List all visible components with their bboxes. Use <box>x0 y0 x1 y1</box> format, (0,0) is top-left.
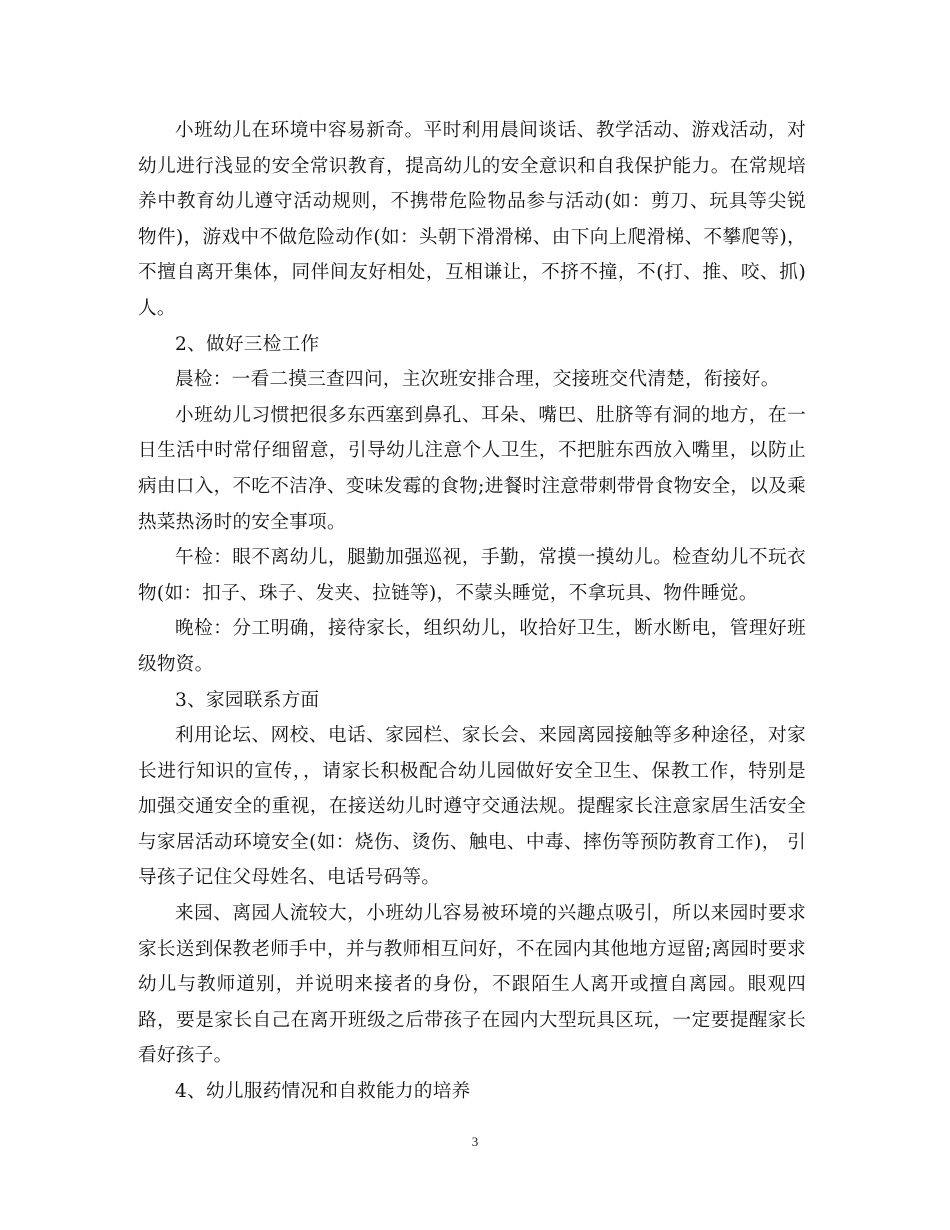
paragraph-morning-check: 晨检：一看二摸三查四问，主次班安排合理，交接班交代清楚，衔接好。 <box>175 369 780 391</box>
document-body <box>138 113 806 1110</box>
paragraph-noon-check: 午检：眼不离幼儿，腿勤加强巡视，手勤，常摸一摸幼儿。检查幼儿不玩衣物(如：扣子、珠子、发夹、拉链等)，不蒙头睡觉，不拿玩具、物件睡觉。 <box>138 547 806 604</box>
page-number: 3 <box>471 1134 479 1149</box>
section-heading-three-checks: 2、做好三检工作 <box>175 333 320 355</box>
paragraph-safety-education: 小班幼儿在环境中容易新奇。平时利用晨间谈话、教学活动、游戏活动，对幼儿进行浅显的安全常识教育，提高幼儿的安全意识和自我保护能力。在常规培养中教育幼儿遵守活动规则，不携带危险物品参与活动(如：剪刀、玩具等尖锐物件)，游戏中不做危险动作(如：头朝下滑滑梯、由下向上爬滑梯、不攀爬等)，不擅自离开集体，同伴间友好相处，互相谦让，不挤不撞，不(打、推、咬、抓)人。 <box>138 120 806 319</box>
paragraph-evening-check: 晚检：分工明确，接待家长，组织幼儿，收拾好卫生，断水断电，管理好班级物资。 <box>138 618 806 675</box>
section-heading-home-school-contact: 3、家园联系方面 <box>175 689 320 711</box>
section-heading-medication-self-rescue: 4、幼儿服药情况和自救能力的培养 <box>175 1081 471 1103</box>
paragraph-hygiene-habits: 小班幼儿习惯把很多东西塞到鼻孔、耳朵、嘴巴、肚脐等有洞的地方，在一日生活中时常仔细留意，引导幼儿注意个人卫生，不把脏东西放入嘴里，以防止病由口入，不吃不洁净、变味发霉的食物;进餐时注意带刺带骨食物安全，以及乘热菜热汤时的安全事项。 <box>138 404 806 533</box>
paragraph-drop-off-pick-up: 来园、离园人流较大，小班幼儿容易被环境的兴趣点吸引，所以来园时要求家长送到保教老师手中，并与教师相互问好，不在园内其他地方逗留;离园时要求幼儿与教师道别，并说明来接者的身份，不跟陌生人离开或擅自离园。眼观四路，要是家长自己在离开班级之后带孩子在园内大型玩具区玩，一定要提醒家长看好孩子。 <box>138 903 806 1067</box>
paragraph-parent-communication: 利用论坛、网校、电话、家园栏、家长会、来园离园接触等多种途径，对家长进行知识的宣传，，请家长积极配合幼儿园做好安全卫生、保教工作，特别是加强交通安全的重视，在接送幼儿时遵守交通法规。提醒家长注意家居生活安全与家居活动环境安全(如：烧伤、烫伤、触电、中毒、摔伤等预防教育工作)， 引导孩子记住父母姓名、电话号码等。 <box>138 725 806 889</box>
